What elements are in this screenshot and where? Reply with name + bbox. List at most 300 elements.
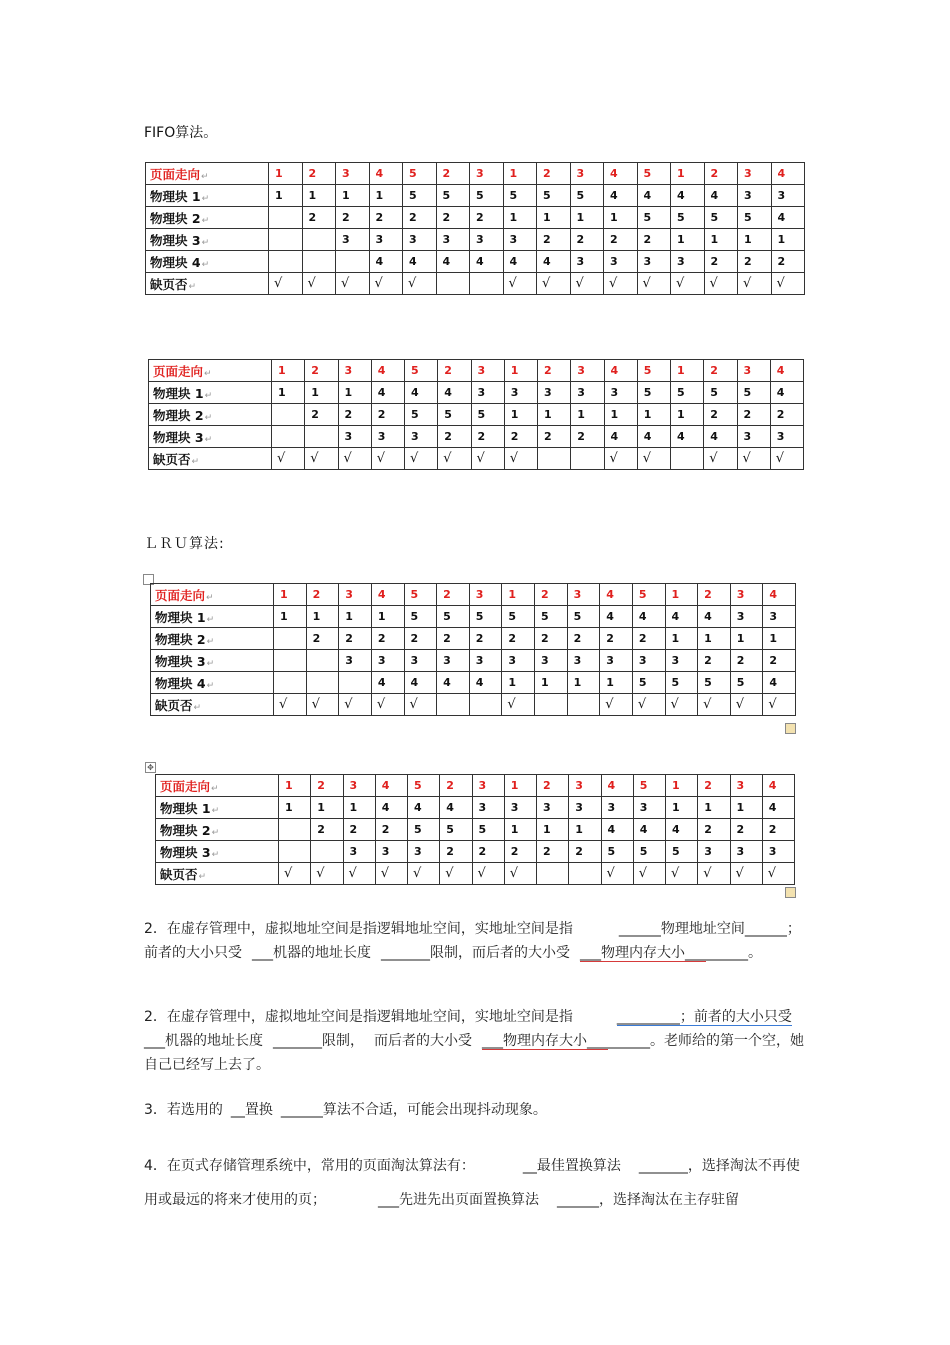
table-row	[151, 672, 796, 694]
page-cell: 5	[632, 672, 665, 694]
page-cell: 4	[537, 251, 571, 273]
page-cell: 4	[632, 606, 665, 628]
page-cell: 1	[502, 584, 535, 606]
fault-mark-cell: √	[272, 448, 305, 470]
page-cell: 3	[762, 841, 794, 863]
page-cell: 5	[704, 382, 737, 404]
table-row	[156, 797, 795, 819]
page-cell: 3	[437, 650, 470, 672]
q2b-text-2: 而后者的大小受	[374, 1033, 472, 1049]
page-cell: 2	[537, 229, 571, 251]
page-cell: 2	[730, 819, 762, 841]
page-cell: 1	[567, 672, 600, 694]
page-cell: 2	[306, 584, 339, 606]
fault-mark-cell: √	[698, 863, 730, 885]
fault-mark-cell: √	[503, 273, 537, 295]
row-label-b4: 物理块 4↵	[146, 251, 269, 273]
page-cell: 5	[502, 606, 535, 628]
fault-mark-cell: √	[730, 694, 763, 716]
fault-mark-cell: √	[371, 694, 404, 716]
page-cell: 1	[535, 672, 568, 694]
page-cell	[274, 672, 307, 694]
page-cell: 2	[302, 163, 336, 185]
page-cell	[269, 229, 303, 251]
page-cell: 2	[567, 628, 600, 650]
page-cell: 3	[405, 426, 438, 448]
page-cell: 5	[637, 382, 670, 404]
q2b-blank-1: _________；前者的大小只受	[616, 1009, 792, 1025]
page-cell: 3	[339, 584, 372, 606]
page-cell: 3	[339, 650, 372, 672]
page-cell: 2	[311, 775, 343, 797]
page-cell: 3	[336, 163, 370, 185]
fault-mark-cell	[671, 448, 704, 470]
page-cell: 1	[504, 819, 536, 841]
page-cell: 2	[305, 404, 338, 426]
row-label-fault: 缺页否↵	[149, 448, 272, 470]
page-cell: 2	[404, 628, 437, 650]
page-cell: 4	[763, 672, 796, 694]
page-cell: 2	[571, 426, 604, 448]
page-cell	[311, 841, 343, 863]
question-3	[144, 1098, 808, 1122]
q2a-blank-1-tail: ______；前者的大小只受	[144, 921, 801, 961]
fault-mark-cell	[567, 694, 600, 716]
page-cell: 3	[770, 426, 803, 448]
page-cell: 4	[375, 797, 407, 819]
fault-mark-cell: √	[438, 448, 471, 470]
fault-mark-cell: √	[637, 448, 670, 470]
page-cell: 4	[671, 185, 705, 207]
page-cell: 3	[698, 841, 730, 863]
table-move-handle-icon[interactable]: ✥	[145, 762, 156, 773]
q2a-text: 2．在虚存管理中，虚拟地址空间是指逻辑地址空间，实地址空间是指	[144, 921, 573, 937]
page-cell: 3	[336, 229, 370, 251]
row-label-ref: 页面走向↵	[151, 584, 274, 606]
table-row	[156, 819, 795, 841]
fault-mark-cell: √	[504, 448, 537, 470]
page-cell: 2	[604, 229, 638, 251]
question-4	[144, 1149, 808, 1217]
q4-blank-1: __最佳置换算法	[522, 1158, 621, 1174]
page-cell: 4	[371, 672, 404, 694]
page-cell: 5	[637, 163, 671, 185]
row-label-ref: 页面走向↵	[146, 163, 269, 185]
page-cell: 2	[569, 841, 601, 863]
fault-mark-cell	[537, 863, 569, 885]
page-cell: 3	[570, 251, 604, 273]
page-cell: 1	[371, 606, 404, 628]
row-label-fault: 缺页否↵	[146, 273, 269, 295]
page-cell: 2	[704, 251, 738, 273]
row-label-b2: 物理块 2↵	[149, 404, 272, 426]
fifo-3-block-table	[148, 359, 804, 470]
row-label-b3: 物理块 3↵	[149, 426, 272, 448]
page-cell: 2	[403, 207, 437, 229]
paste-options-icon[interactable]	[785, 887, 796, 898]
table-row	[146, 163, 805, 185]
fault-mark-cell: √	[666, 863, 698, 885]
page-cell: 2	[436, 163, 470, 185]
page-cell: 5	[535, 606, 568, 628]
page-cell: 2	[338, 404, 371, 426]
page-cell: 2	[440, 775, 472, 797]
page-cell: 5	[637, 207, 671, 229]
question-2b	[144, 1005, 808, 1077]
fault-mark-cell: √	[375, 863, 407, 885]
page-cell: 1	[604, 404, 637, 426]
fault-mark-cell: √	[339, 694, 372, 716]
page-cell: 4	[604, 360, 637, 382]
page-cell: 4	[763, 584, 796, 606]
page-cell: 3	[504, 797, 536, 819]
page-cell: 1	[600, 672, 633, 694]
fault-mark-cell: √	[737, 448, 770, 470]
page-cell: 2	[570, 229, 604, 251]
page-cell: 2	[738, 251, 772, 273]
row-label-fault: 缺页否↵	[156, 863, 279, 885]
fault-mark-cell: √	[763, 694, 796, 716]
page-cell: 2	[704, 404, 737, 426]
page-cell: 1	[302, 185, 336, 207]
page-cell	[302, 229, 336, 251]
page-cell: 1	[730, 797, 762, 819]
page-cell: 5	[405, 404, 438, 426]
page-cell: 5	[438, 404, 471, 426]
table-row	[151, 584, 796, 606]
table-row	[151, 628, 796, 650]
page-cell: 5	[671, 207, 705, 229]
page-cell: 2	[469, 628, 502, 650]
table-row	[146, 207, 805, 229]
table-row	[149, 426, 804, 448]
page-cell: 1	[671, 163, 705, 185]
page-cell: 1	[504, 360, 537, 382]
table-row	[149, 404, 804, 426]
fault-mark-cell: √	[601, 863, 633, 885]
fault-mark-cell: √	[665, 694, 698, 716]
page-cell: 3	[537, 797, 569, 819]
page-cell: 5	[436, 185, 470, 207]
page-cell: 4	[408, 797, 440, 819]
page-cell: 3	[404, 650, 437, 672]
row-label-b1: 物理块 1↵	[151, 606, 274, 628]
page-cell: 4	[600, 584, 633, 606]
fault-mark-cell: √	[632, 694, 665, 716]
page-cell: 5	[470, 185, 504, 207]
page-cell: 1	[504, 404, 537, 426]
fault-mark-cell: √	[305, 448, 338, 470]
fault-mark-cell: √	[311, 863, 343, 885]
page-cell: 4	[469, 672, 502, 694]
page-cell: 5	[567, 606, 600, 628]
page-cell: 1	[369, 185, 403, 207]
table-row	[146, 229, 805, 251]
page-cell: 2	[440, 841, 472, 863]
page-cell: 2	[375, 819, 407, 841]
page-cell	[306, 672, 339, 694]
page-cell: 3	[601, 797, 633, 819]
page-cell: 4	[600, 606, 633, 628]
page-cell: 1	[502, 672, 535, 694]
table-row	[149, 448, 804, 470]
page-cell: 5	[730, 672, 763, 694]
q2b-blank-3-tail: ______。老师给的第一个空，她自己已经写上去了。	[144, 1033, 804, 1073]
page-cell: 2	[305, 360, 338, 382]
page-cell	[274, 650, 307, 672]
paste-options-icon[interactable]	[785, 723, 796, 734]
page-cell: 3	[771, 185, 805, 207]
page-cell: 5	[665, 672, 698, 694]
fault-mark-cell: √	[338, 448, 371, 470]
fault-mark-cell: √	[306, 694, 339, 716]
page-cell: 3	[671, 251, 705, 273]
fault-mark-cell: √	[408, 863, 440, 885]
page-cell: 2	[771, 251, 805, 273]
page-cell: 1	[763, 628, 796, 650]
page-cell: 3	[375, 841, 407, 863]
page-cell: 3	[471, 360, 504, 382]
page-cell: 1	[604, 207, 638, 229]
page-cell: 3	[637, 251, 671, 273]
page-cell: 4	[704, 185, 738, 207]
page-cell: 2	[504, 426, 537, 448]
page-cell: 2	[436, 207, 470, 229]
page-cell: 4	[601, 775, 633, 797]
q2a-blank-2: ___机器的地址长度	[252, 945, 371, 961]
table-row	[156, 841, 795, 863]
page-cell: 4	[604, 163, 638, 185]
q2a-blank-2-tail: _______限制，而后者的大小受	[381, 945, 570, 961]
page-cell: 5	[704, 207, 738, 229]
page-cell: 5	[471, 404, 504, 426]
fault-mark-cell: √	[504, 863, 536, 885]
page-cell: 2	[369, 207, 403, 229]
page-cell: 2	[535, 628, 568, 650]
fault-mark-cell: √	[770, 448, 803, 470]
page-cell: 2	[306, 628, 339, 650]
page-cell	[339, 672, 372, 694]
fault-mark-cell: √	[762, 863, 794, 885]
fault-mark-cell: √	[269, 273, 303, 295]
page-cell: 2	[438, 360, 471, 382]
q4-blank-2: ___先进先出页面置换算法	[378, 1192, 539, 1208]
page-cell: 4	[604, 185, 638, 207]
page-cell: 1	[269, 163, 303, 185]
table-row	[151, 650, 796, 672]
fault-mark-cell: √	[336, 273, 370, 295]
page-cell: 3	[504, 382, 537, 404]
page-cell: 4	[762, 775, 794, 797]
page-cell: 1	[503, 163, 537, 185]
table-row	[151, 694, 796, 716]
q2b-text: 2．在虚存管理中，虚拟地址空间是指逻辑地址空间，实地址空间是指	[144, 1009, 573, 1025]
page-cell: 4	[604, 426, 637, 448]
page-cell: 2	[730, 650, 763, 672]
fault-mark-cell: √	[698, 694, 731, 716]
fault-mark-cell	[569, 863, 601, 885]
page-cell: 4	[762, 797, 794, 819]
q3-text-2: ______算法不合适，可能会出现抖动现象。	[280, 1102, 547, 1118]
page-cell: 1	[666, 775, 698, 797]
page-cell	[272, 426, 305, 448]
fault-mark-cell: √	[537, 273, 571, 295]
page-cell: 3	[472, 775, 504, 797]
page-cell: 4	[770, 382, 803, 404]
page-cell: 5	[570, 185, 604, 207]
page-cell: 1	[665, 628, 698, 650]
page-cell: 1	[305, 382, 338, 404]
page-cell	[306, 650, 339, 672]
page-cell: 1	[569, 819, 601, 841]
table-row	[146, 185, 805, 207]
page-cell: 5	[440, 819, 472, 841]
page-cell: 5	[666, 841, 698, 863]
fault-mark-cell: √	[274, 694, 307, 716]
page-cell: 4	[601, 819, 633, 841]
fifo-4-block-table	[145, 162, 805, 295]
page-cell: 5	[637, 360, 670, 382]
page-cell	[274, 628, 307, 650]
page-cell: 2	[537, 775, 569, 797]
page-cell: 3	[730, 775, 762, 797]
page-cell: 3	[343, 775, 375, 797]
page-cell: 1	[272, 382, 305, 404]
fault-mark-cell: √	[704, 448, 737, 470]
page-cell	[302, 251, 336, 273]
row-label-b2: 物理块 2↵	[146, 207, 269, 229]
page-cell: 5	[408, 775, 440, 797]
page-cell: 2	[472, 841, 504, 863]
page-cell: 3	[371, 650, 404, 672]
page-cell: 1	[537, 207, 571, 229]
page-cell: 4	[633, 819, 665, 841]
page-cell: 5	[437, 606, 470, 628]
page-cell: 2	[311, 819, 343, 841]
page-cell: 2	[538, 426, 571, 448]
lru-4-block-table	[150, 583, 796, 716]
page-cell: 4	[405, 382, 438, 404]
q2b-blank-2: ___机器的地址长度	[144, 1033, 263, 1049]
page-cell: 5	[469, 606, 502, 628]
page-cell: 5	[404, 584, 437, 606]
fault-mark-cell: √	[738, 273, 772, 295]
page-cell: 3	[371, 426, 404, 448]
fault-mark-cell	[437, 694, 470, 716]
page-cell: 3	[737, 360, 770, 382]
page-cell: 3	[730, 606, 763, 628]
page-cell: 1	[771, 229, 805, 251]
page-cell: 3	[502, 650, 535, 672]
page-cell: 2	[600, 628, 633, 650]
page-cell: 1	[336, 185, 370, 207]
page-cell: 2	[339, 628, 372, 650]
fault-mark-cell: √	[637, 273, 671, 295]
page-cell: 3	[604, 251, 638, 273]
page-cell: 3	[763, 606, 796, 628]
page-cell: 4	[403, 251, 437, 273]
page-cell: 2	[371, 628, 404, 650]
page-cell: 2	[698, 650, 731, 672]
q2a-blank-3-tail: ______。	[706, 945, 762, 961]
page-cell: 3	[535, 650, 568, 672]
page-cell: 2	[537, 163, 571, 185]
page-cell: 3	[730, 584, 763, 606]
fault-mark-cell: √	[604, 273, 638, 295]
page-cell: 4	[637, 185, 671, 207]
page-cell: 2	[737, 404, 770, 426]
q4-text: 4．在页式存储管理系统中，常用的页面淘汰算法有：	[144, 1158, 475, 1174]
page-cell: 1	[339, 606, 372, 628]
page-cell: 2	[632, 628, 665, 650]
page-cell: 5	[738, 207, 772, 229]
fault-mark-cell: √	[472, 863, 504, 885]
fault-mark-cell: √	[405, 448, 438, 470]
page-cell: 3	[600, 650, 633, 672]
page-cell: 4	[771, 163, 805, 185]
fault-mark-cell: √	[633, 863, 665, 885]
row-label-b1: 物理块 1↵	[156, 797, 279, 819]
q2b-blank-2-tail: _______限制，	[273, 1033, 364, 1049]
page-cell: 2	[698, 775, 730, 797]
page-cell: 1	[571, 404, 604, 426]
page-cell: 1	[279, 797, 311, 819]
page-cell: 1	[570, 207, 604, 229]
page-cell: 1	[537, 819, 569, 841]
page-cell: 3	[738, 163, 772, 185]
page-cell: 1	[666, 797, 698, 819]
row-label-ref: 页面走向↵	[156, 775, 279, 797]
page-cell: 2	[535, 584, 568, 606]
page-cell: 3	[503, 229, 537, 251]
page-cell: 1	[738, 229, 772, 251]
fault-mark-cell	[469, 694, 502, 716]
page-cell: 4	[470, 251, 504, 273]
fault-mark-cell	[535, 694, 568, 716]
fault-mark-cell: √	[302, 273, 336, 295]
page-cell: 2	[637, 229, 671, 251]
page-cell: 1	[272, 360, 305, 382]
page-cell: 3	[403, 229, 437, 251]
page-cell: 5	[404, 606, 437, 628]
table-row	[146, 273, 805, 295]
page-cell: 1	[538, 404, 571, 426]
page-cell: 5	[537, 185, 571, 207]
row-label-b3: 物理块 3↵	[146, 229, 269, 251]
table-row	[149, 360, 804, 382]
page-cell: 2	[371, 404, 404, 426]
table-row	[156, 775, 795, 797]
page-cell: 2	[437, 584, 470, 606]
q2a-blank-3: ___物理内存大小___	[580, 945, 706, 961]
page-cell: 3	[571, 382, 604, 404]
row-label-b1: 物理块 1↵	[146, 185, 269, 207]
fault-mark-cell: √	[704, 273, 738, 295]
page-cell: 4	[440, 797, 472, 819]
fault-mark-cell: √	[404, 694, 437, 716]
page-cell: 5	[405, 360, 438, 382]
page-cell: 1	[279, 775, 311, 797]
q4-text-3: ______，选择淘汰在主存驻留	[557, 1192, 739, 1208]
fault-mark-cell: √	[471, 448, 504, 470]
table-row	[156, 863, 795, 885]
page-cell: 2	[698, 819, 730, 841]
page-cell: 1	[503, 207, 537, 229]
fault-mark-cell	[571, 448, 604, 470]
page-cell: 1	[306, 606, 339, 628]
fault-mark-cell: √	[371, 448, 404, 470]
page-cell: 3	[738, 185, 772, 207]
